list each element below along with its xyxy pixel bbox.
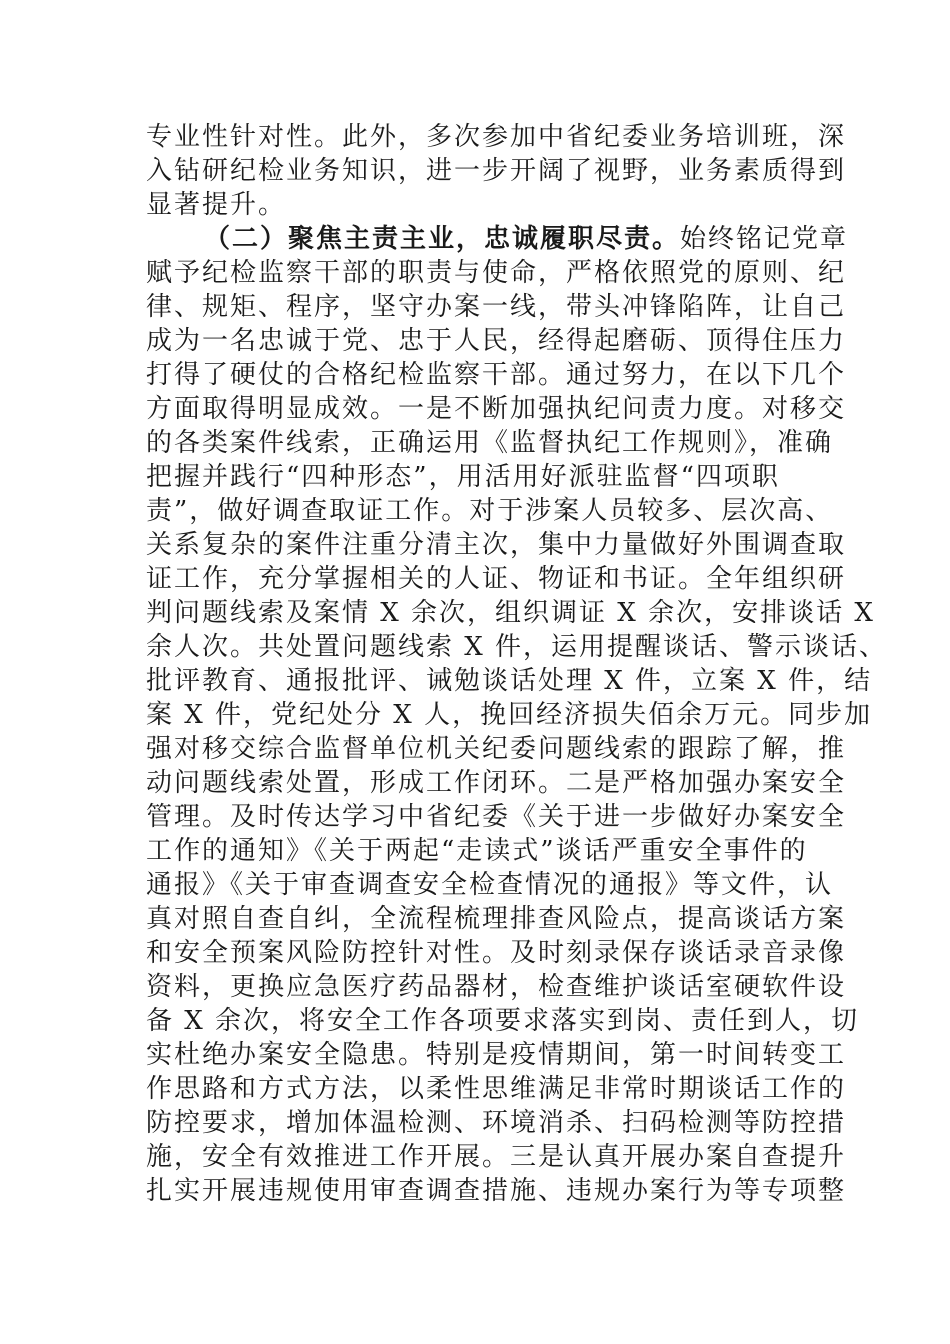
paragraph-continuation: [146, 120, 847, 222]
text-line: 资料，更换应急医疗药品器材，检查维护谈话室硬软件设: [146, 972, 847, 1002]
paragraph-section-two: [146, 222, 888, 1208]
text-line: 责”，做好调查取证工作。对于涉案人员较多、层次高、: [146, 496, 834, 526]
text-line: 判问题线索及案情 X 余次，组织调证 X 余次，安排谈话 X: [146, 598, 875, 628]
text-line: 关系复杂的案件注重分清主次，集中力量做好外围调查取: [146, 530, 847, 560]
text-line: 工作的通知》《关于两起“走读式”谈话严重安全事件的: [146, 836, 808, 866]
text-line: 作思路和方式方法，以柔性思维满足非常时期谈话工作的: [146, 1074, 847, 1104]
paragraph-heading-line: [146, 222, 849, 256]
text-line: 证工作，充分掌握相关的人证、物证和书证。全年组织研: [146, 564, 847, 594]
text-line: 专业性针对性。此外，多次参加中省纪委业务培训班，深: [146, 122, 847, 152]
heading-line-text: 始终铭记党章: [680, 224, 849, 254]
text-line: 真对照自查自纠，全流程梳理排查风险点，提高谈话方案: [146, 904, 847, 934]
text-line: 实杜绝办案安全隐患。特别是疫情期间，第一时间转变工: [146, 1040, 847, 1070]
text-line: 把握并践行“四种形态”，用活用好派驻监督“四项职: [146, 462, 780, 492]
text-line: 动问题线索处置，形成工作闭环。二是严格加强办案安全: [146, 768, 847, 798]
text-line: 余人次。共处置问题线索 X 件，运用提醒谈话、警示谈话、: [146, 632, 888, 662]
text-line: 强对移交综合监督单位机关纪委问题线索的跟踪了解，推: [146, 734, 847, 764]
text-line: 管理。及时传达学习中省纪委《关于进一步做好办案安全: [146, 802, 847, 832]
text-line: 案 X 件，党纪处分 X 人，挽回经济损失佰余万元。同步加: [146, 700, 873, 730]
text-line: 赋予纪检监察干部的职责与使命，严格依照党的原则、纪: [146, 258, 847, 288]
text-line: 防控要求，增加体温检测、环境消杀、扫码检测等防控措: [146, 1108, 847, 1138]
text-line: 和安全预案风险防控针对性。及时刻录保存谈话录音录像: [146, 938, 847, 968]
section-heading: （二）聚焦主责主业，忠诚履职尽责。: [204, 224, 681, 254]
text-line: 备 X 余次，将安全工作各项要求落实到岗、责任到人，切: [146, 1006, 860, 1036]
text-line: 成为一名忠诚于党、忠于人民，经得起磨砺、顶得住压力: [146, 326, 847, 356]
text-line: 律、规矩、程序，坚守办案一线，带头冲锋陷阵，让自己: [146, 292, 847, 322]
text-line: 入钻研纪检业务知识，进一步开阔了视野，业务素质得到: [146, 156, 847, 186]
text-line: 批评教育、通报批评、诫勉谈话处理 X 件，立案 X 件，结: [146, 666, 873, 696]
text-line: 通报》《关于审查调查安全检查情况的通报》等文件，认: [146, 870, 834, 900]
text-line: 打得了硬仗的合格纪检监察干部。通过努力，在以下几个: [146, 360, 847, 390]
text-line: 施，安全有效推进工作开展。三是认真开展办案自查提升: [146, 1142, 847, 1172]
text-line: 方面取得明显成效。一是不断加强执纪问责力度。对移交: [146, 394, 847, 424]
text-line: 的各类案件线索，正确运用《监督执纪工作规则》，准确: [146, 428, 834, 458]
text-line: 显著提升。: [146, 190, 287, 220]
text-line: 扎实开展违规使用审查调查措施、违规办案行为等专项整: [146, 1176, 847, 1206]
